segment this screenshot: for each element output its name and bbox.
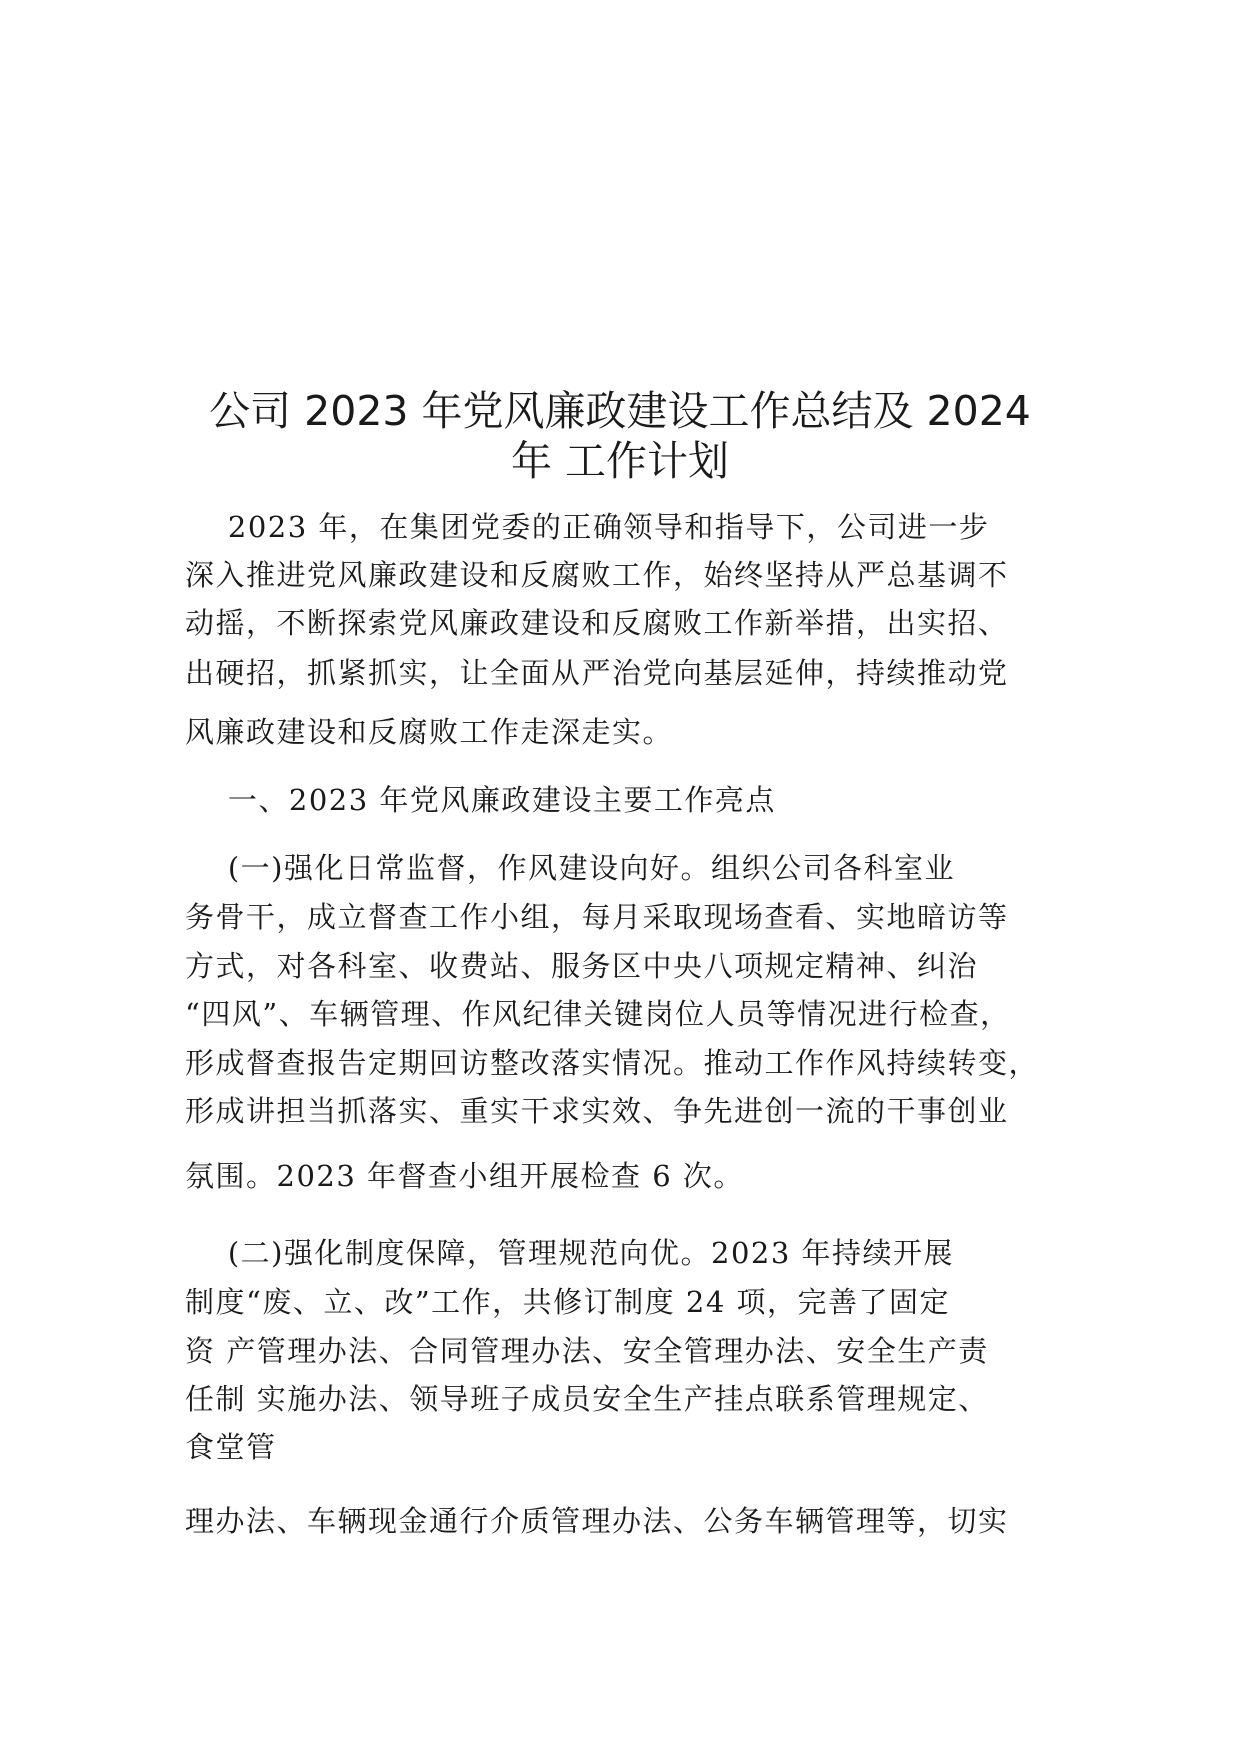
intro-line: 风廉政建设和反腐败工作走深走实。 bbox=[185, 715, 674, 749]
item1-line: 形成讲担当抓落实、重实干求实效、争先进创一流的干事创业 bbox=[185, 1094, 1009, 1128]
item1-line: 氛围。2023 年督查小组开展检查 6 次。 bbox=[185, 1159, 744, 1193]
section-heading: 一、2023 年党风廉政建设主要工作亮点 bbox=[185, 783, 776, 817]
item1-line: (一)强化日常监督，作风建设向好。组织公司各科室业 bbox=[185, 851, 956, 885]
item2-line: 任制 实施办法、领导班子成员安全生产挂点联系管理规定、 bbox=[185, 1382, 989, 1416]
item1-line: “四风”、车辆管理、作风纪律关键岗位人员等情况进行检查， bbox=[185, 997, 1011, 1031]
item2-line: (二)强化制度保障，管理规范向优。2023 年持续开展 bbox=[185, 1236, 955, 1270]
item2-line: 食堂管 bbox=[185, 1430, 277, 1464]
intro-line: 2023 年，在集团党委的正确领导和指导下，公司进一步 bbox=[185, 510, 990, 544]
document-title-line-2: 年 工作计划 bbox=[510, 437, 730, 485]
item2-line: 制度“废、立、改”工作，共修订制度 24 项，完善了固定 bbox=[185, 1285, 950, 1319]
intro-line: 动摇，不断探索党风廉政建设和反腐败工作新举措，出实招、 bbox=[185, 606, 1009, 640]
item2-line: 理办法、车辆现金通行介质管理办法、公务车辆管理等，切实 bbox=[185, 1504, 1009, 1538]
item1-line: 形成督查报告定期回访整改落实情况。推动工作作风持续转变， bbox=[185, 1046, 1040, 1080]
item2-line: 资 产管理办法、合同管理办法、安全管理办法、安全生产责 bbox=[185, 1334, 989, 1368]
document-title-line-1: 公司 2023 年党风廉政建设工作总结及 2024 bbox=[209, 387, 1031, 435]
item1-line: 方式，对各科室、收费站、服务区中央八项规定精神、纠治 bbox=[185, 949, 979, 983]
item1-line: 务骨干，成立督查工作小组，每月采取现场查看、实地暗访等 bbox=[185, 900, 1009, 934]
intro-line: 出硬招，抓紧抓实，让全面从严治党向基层延伸，持续推动党 bbox=[185, 656, 1009, 690]
intro-line: 深入推进党风廉政建设和反腐败工作，始终坚持从严总基调不 bbox=[185, 558, 1009, 592]
